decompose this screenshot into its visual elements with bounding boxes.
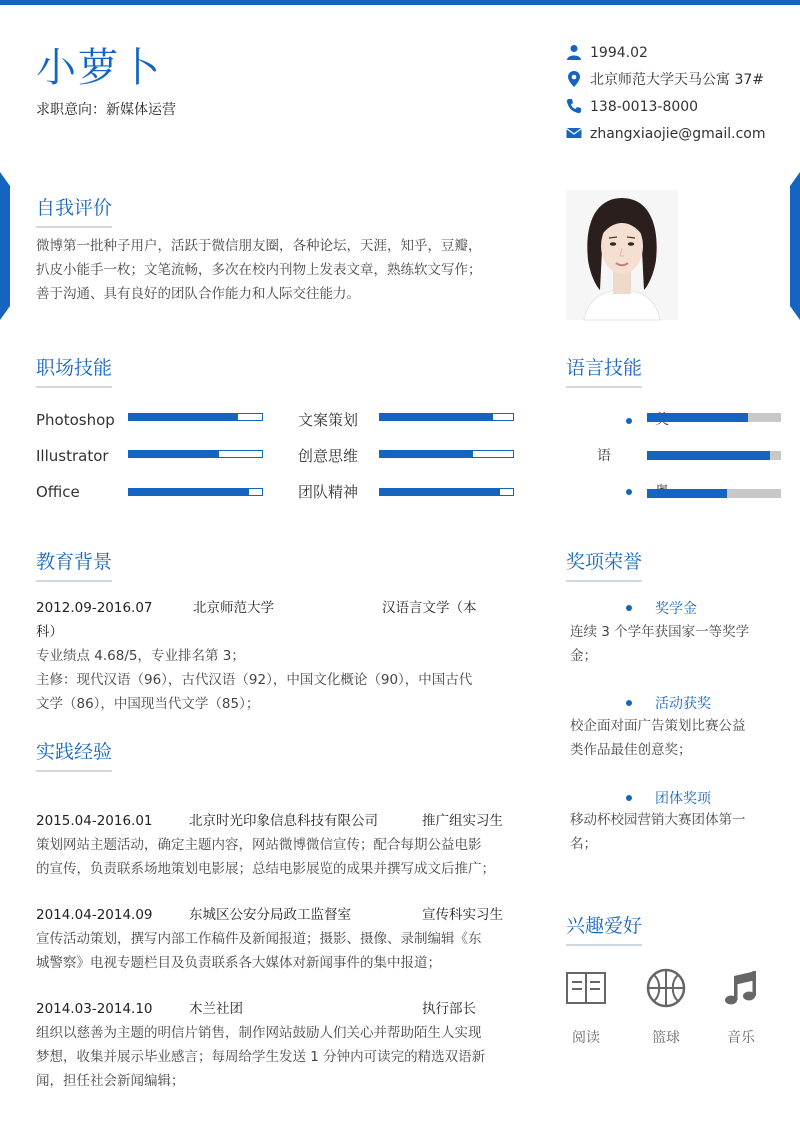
contact-birth xyxy=(566,43,648,63)
experience-header xyxy=(36,809,516,833)
skill-fill xyxy=(129,414,238,420)
address-text: 北京师范大学天马公寓 37# xyxy=(590,72,764,88)
skill-bar-teamwork xyxy=(379,488,514,496)
experience-desc: 宣传活动策划，撰写内部工作稿件及新闻报道；摄影、摄像、录制编辑《东 xyxy=(36,931,482,947)
experience-header xyxy=(36,997,516,1021)
experience-title: 实践经验 xyxy=(36,740,112,772)
basketball-icon xyxy=(646,968,686,1008)
education-line: 科） xyxy=(36,624,63,640)
mail-icon xyxy=(566,125,582,141)
language-bar-1 xyxy=(647,413,781,422)
language-fill xyxy=(647,489,727,498)
award-line: 移动杯校园营销大赛团体第一 xyxy=(570,812,746,828)
education-title: 教育背景 xyxy=(36,550,112,582)
experience-item xyxy=(36,809,516,881)
profile-photo xyxy=(566,190,678,320)
contact-phone xyxy=(566,97,698,117)
education-line: 文学（86），中国现当代文学（85）； xyxy=(36,696,260,712)
self-eval-line: 扒皮小能手一枚；文笔流畅，多次在校内刊物上发表文章，熟练软文写作； xyxy=(36,262,482,278)
contact-address xyxy=(566,70,764,90)
award-bullet xyxy=(626,795,632,801)
award-bullet xyxy=(626,700,632,706)
experience-role: 宣传科实习生 xyxy=(422,907,503,923)
hobbies-title: 兴趣爱好 xyxy=(566,914,642,946)
profile-photo-illustration xyxy=(566,190,678,320)
book-icon xyxy=(565,970,607,1006)
skill-bar-copywriting xyxy=(379,413,514,421)
self-eval-title: 自我评价 xyxy=(36,196,112,228)
experience-desc: 组织以慈善为主题的明信片销售，制作网站鼓励人们关心并帮助陌生人实现 xyxy=(36,1025,482,1041)
experience-desc: 城警察》电视专题栏目及负责联系各大媒体对新闻事件的集中报道； xyxy=(36,955,441,971)
language-fill xyxy=(647,451,770,460)
language-bullet xyxy=(626,489,632,495)
experience-org: 北京时光印象信息科技有限公司 xyxy=(189,813,378,829)
skill-label-copywriting: 文案策划 xyxy=(298,411,359,429)
skill-bar-creativity xyxy=(379,450,514,458)
experience-item xyxy=(36,997,516,1093)
award-line: 类作品最佳创意奖； xyxy=(570,742,692,758)
self-eval-text xyxy=(36,234,482,306)
skill-fill xyxy=(380,451,473,457)
hobby-label-music: 音乐 xyxy=(727,1030,755,1046)
skill-bar-illustrator xyxy=(128,450,263,458)
award-line: 金； xyxy=(570,648,597,664)
experience-role: 推广组实习生 xyxy=(422,813,503,829)
right-side-tab xyxy=(790,172,800,320)
experience-header xyxy=(36,903,516,927)
skill-fill xyxy=(380,414,493,420)
award-desc xyxy=(570,714,746,762)
location-pin-icon xyxy=(566,71,582,87)
experience-date: 2015.04-2016.01 xyxy=(36,813,153,829)
phone-icon xyxy=(566,98,582,114)
education-line: 主修：现代汉语（96），古代汉语（92），中国文化概论（90），中国古代 xyxy=(36,672,473,688)
skill-fill xyxy=(129,451,219,457)
skill-label-teamwork: 团队精神 xyxy=(298,483,359,501)
hobby-label-reading: 阅读 xyxy=(572,1030,600,1046)
award-desc xyxy=(570,620,749,668)
phone-text: 138-0013-8000 xyxy=(590,99,699,115)
language-bar-2 xyxy=(647,451,781,460)
award-title: 奖学金 xyxy=(655,601,697,617)
award-line: 校企面对面广告策划比赛公益 xyxy=(570,718,746,734)
skill-bar-office xyxy=(128,488,263,496)
education-line: 专业绩点 4.68/5，专业排名第 3； xyxy=(36,648,245,664)
award-line: 名； xyxy=(570,836,597,852)
experience-org: 东城区公安分局政工监督室 xyxy=(189,907,351,923)
skill-fill xyxy=(380,489,500,495)
left-side-tab xyxy=(0,172,10,320)
award-desc xyxy=(570,808,746,856)
experience-role: 执行部长 xyxy=(422,1001,476,1017)
email-text: zhangxiaojie@gmail.com xyxy=(590,126,766,142)
skill-label-illustrator: Illustrator xyxy=(36,447,109,465)
experience-desc: 策划网站主题活动，确定主题内容，网站微博微信宣传；配合每期公益电影 xyxy=(36,837,482,853)
experience-date: 2014.04-2014.09 xyxy=(36,907,153,923)
skill-fill xyxy=(129,489,249,495)
experience-org: 木兰社团 xyxy=(189,1001,243,1017)
hobby-label-basketball: 篮球 xyxy=(652,1030,680,1046)
language-char-cropped xyxy=(655,482,667,488)
self-eval-line: 善于沟通、具有良好的团队合作能力和人际交往能力。 xyxy=(36,286,360,302)
education-body xyxy=(36,596,516,716)
education-line: 2012.09-2016.07 北京师范大学 汉语言文学（本 xyxy=(36,600,477,616)
award-title: 活动获奖 xyxy=(655,696,711,712)
skill-bar-photoshop xyxy=(128,413,263,421)
language-fill xyxy=(647,413,748,422)
experience-item xyxy=(36,903,516,975)
skill-label-office: Office xyxy=(36,483,80,501)
language-bullet xyxy=(626,418,632,424)
skill-label-creativity: 创意思维 xyxy=(298,447,359,465)
awards-title: 奖项荣誉 xyxy=(566,550,642,582)
award-bullet xyxy=(626,605,632,611)
self-eval-line: 微博第一批种子用户，活跃于微信朋友圈，各种论坛，天涯，知乎，豆瓣， xyxy=(36,238,482,254)
language-bar-3 xyxy=(647,489,781,498)
experience-date: 2014.03-2014.10 xyxy=(36,1001,153,1017)
skill-label-photoshop: Photoshop xyxy=(36,411,115,429)
top-accent-bar xyxy=(0,0,800,5)
birth-text: 1994.02 xyxy=(590,45,648,61)
candidate-name: 小萝卜 xyxy=(36,45,162,91)
experience-desc: 梦想，收集并展示毕业感言；每周给学生发送 1 分钟内可读完的精选双语新 xyxy=(36,1049,486,1065)
job-objective: 求职意向：新媒体运营 xyxy=(36,102,176,118)
experience-desc: 的宣传，负责联系场地策划电影展；总结电影展览的成果并撰写成文后推广； xyxy=(36,861,495,877)
languages-title: 语言技能 xyxy=(566,356,642,388)
award-line: 连续 3 个学年获国家一等奖学 xyxy=(570,624,750,640)
award-title: 团体奖项 xyxy=(655,791,711,807)
language-char: 语 xyxy=(597,448,611,464)
experience-desc: 闻，担任社会新闻编辑； xyxy=(36,1073,185,1089)
contact-email xyxy=(566,124,766,144)
music-note-icon xyxy=(722,968,760,1008)
skills-title: 职场技能 xyxy=(36,356,112,388)
person-icon xyxy=(566,44,582,60)
